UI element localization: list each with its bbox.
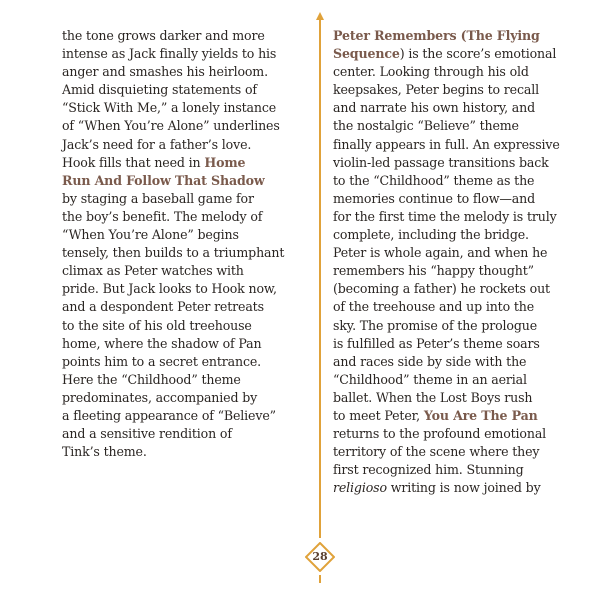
text-run: Amid disquieting statements of <box>62 82 257 98</box>
text-run: Jack’s need for a father’s love. <box>62 136 252 152</box>
text-line <box>62 425 302 443</box>
text-line <box>62 407 302 425</box>
text-line <box>333 353 573 371</box>
text-run: “Stick With Me,” a lonely instance <box>62 100 277 116</box>
text-line <box>333 479 573 497</box>
text-run: for the first time the melody is truly <box>333 208 557 224</box>
text-line <box>333 262 573 280</box>
text-line <box>333 136 573 154</box>
text-run: to meet Peter, <box>333 407 424 423</box>
text-run: religioso <box>333 480 387 496</box>
text-run: Here the “Childhood” theme <box>62 371 241 387</box>
text-line <box>333 280 573 298</box>
text-run: “When You’re Alone” begins <box>62 227 239 243</box>
text-line <box>333 154 573 172</box>
text-line <box>333 317 573 335</box>
text-run: the boy’s benefit. The melody of <box>62 208 263 224</box>
column-divider <box>319 18 321 538</box>
text-run: Tink’s theme. <box>62 444 147 460</box>
text-line <box>333 190 573 208</box>
text-run: of “When You’re Alone” underlines <box>62 118 280 134</box>
text-run: is fulfilled as Peter’s theme soars <box>333 335 540 351</box>
text-line <box>333 389 573 407</box>
text-run: points him to a secret entrance. <box>62 353 262 369</box>
text-line <box>333 63 573 81</box>
text-run: memories continue to flow—and <box>333 190 536 206</box>
divider-bottom-stub <box>319 575 321 583</box>
text-line <box>333 226 573 244</box>
text-run: climax as Peter watches with <box>62 263 244 279</box>
text-line <box>333 461 573 479</box>
text-line <box>333 208 573 226</box>
text-run: remembers his “happy thought” <box>333 263 534 279</box>
text-run: finally appears in full. An expressive <box>333 136 560 152</box>
text-run: home, where the shadow of Pan <box>62 335 262 351</box>
text-run: first recognized him. Stunning <box>333 462 524 478</box>
text-line <box>62 27 302 45</box>
text-run: of the treehouse and up into the <box>333 299 535 315</box>
text-line <box>62 371 302 389</box>
text-run: the tone grows darker and more <box>62 28 265 43</box>
text-line <box>333 425 573 443</box>
text-run: violin-led passage transitions back <box>333 154 549 170</box>
text-run: and races side by side with the <box>333 353 527 369</box>
text-run: Peter is whole again, and when he <box>333 245 548 261</box>
text-run: keepsakes, Peter begins to recall <box>333 82 539 98</box>
text-run: by staging a baseball game for <box>62 190 254 206</box>
text-line <box>62 63 302 81</box>
text-line <box>62 208 302 226</box>
text-line <box>62 262 302 280</box>
text-run: and a sensitive rendition of <box>62 426 232 442</box>
text-line <box>333 172 573 190</box>
text-line <box>333 27 573 45</box>
text-line <box>333 45 573 63</box>
text-line <box>333 371 573 389</box>
text-run: and narrate his own history, and <box>333 100 536 116</box>
track-title: Run And Follow That Shadow <box>62 172 265 188</box>
text-line <box>62 99 302 117</box>
text-run: territory of the scene where they <box>333 444 540 460</box>
text-line <box>62 190 302 208</box>
text-run: the nostalgic “Believe” theme <box>333 118 519 134</box>
text-run: ) is the score’s emotional <box>399 46 557 62</box>
left-text-column <box>62 27 302 461</box>
text-line <box>62 172 302 190</box>
text-line <box>62 298 302 316</box>
text-line <box>333 244 573 262</box>
text-line <box>62 81 302 99</box>
text-line <box>333 443 573 461</box>
text-line <box>333 117 573 135</box>
right-text-column <box>333 27 573 497</box>
text-run: complete, including the bridge. <box>333 227 529 243</box>
text-run: Hook fills that need in <box>62 154 205 170</box>
text-line <box>62 317 302 335</box>
text-run: writing is now joined by <box>386 480 541 496</box>
track-title: Peter Remembers (The Flying <box>333 28 540 43</box>
text-line <box>62 226 302 244</box>
text-run: anger and smashes his heirloom. <box>62 64 268 80</box>
text-run: “Childhood” theme in an aerial <box>333 371 527 387</box>
text-line <box>62 136 302 154</box>
text-line <box>62 117 302 135</box>
text-line <box>333 99 573 117</box>
text-line <box>62 353 302 371</box>
text-line <box>333 407 573 425</box>
text-run: (becoming a father) he rockets out <box>333 281 550 297</box>
text-line <box>62 244 302 262</box>
text-run: pride. But Jack looks to Hook now, <box>62 281 277 297</box>
page-number: 28 <box>312 550 328 563</box>
text-run: tensely, then builds to a triumphant <box>62 245 285 261</box>
track-title: Home <box>204 154 246 170</box>
text-run: and a despondent Peter retreats <box>62 299 264 315</box>
text-run: a fleeting appearance of “Believe” <box>62 407 276 423</box>
text-run: intense as Jack finally yields to his <box>62 46 277 62</box>
text-run: predominates, accompanied by <box>62 389 258 405</box>
text-line <box>333 298 573 316</box>
text-run: sky. The promise of the prologue <box>333 317 538 333</box>
text-line <box>62 45 302 63</box>
text-run: returns to the profound emotional <box>333 426 547 442</box>
text-line <box>62 443 302 461</box>
track-title: Sequence <box>333 46 400 62</box>
text-line <box>62 280 302 298</box>
text-run: to the “Childhood” theme as the <box>333 172 535 188</box>
text-line <box>62 335 302 353</box>
text-line <box>62 389 302 407</box>
page-number-badge <box>305 542 335 572</box>
text-run: to the site of his old treehouse <box>62 317 252 333</box>
text-line <box>333 81 573 99</box>
text-line <box>62 154 302 172</box>
track-title: You Are The Pan <box>423 407 538 423</box>
text-line <box>333 335 573 353</box>
text-run: ballet. When the Lost Boys rush <box>333 389 533 405</box>
text-run: center. Looking through his old <box>333 64 529 80</box>
